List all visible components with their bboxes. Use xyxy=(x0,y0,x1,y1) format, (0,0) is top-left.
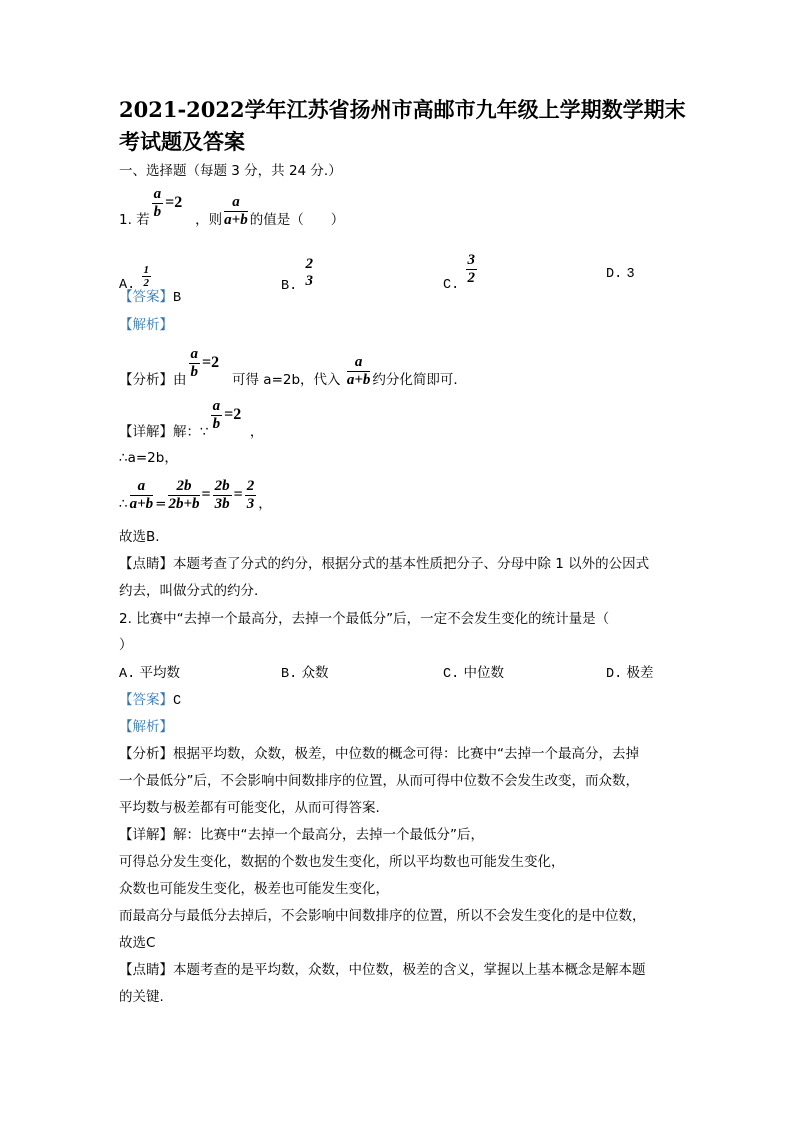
detail-2-line-4: 而最高分与最低分去掉后，不会影响中间数排序的位置，所以不会发生变化的是中位数， xyxy=(119,908,646,924)
title-line-1: 2021-2022学年江苏省扬州市高邮市九年级上学期数学期末 xyxy=(119,97,686,122)
detail-2-line-3: 众数也可能发生变化，极差也可能发生变化， xyxy=(119,881,389,897)
option-a: A. 平均数 xyxy=(119,665,180,682)
answer-1: 【答案】B xyxy=(119,289,182,306)
question-1-options xyxy=(119,238,679,294)
step-2: ∴ $\frac{a}{a+b}$ = $\frac{2b}{2b+b}$ = $\frac{2b}{3b}$ = $\frac{2}{3}$ ， xyxy=(119,478,272,512)
detail-2-line-5: 故选C xyxy=(119,935,156,951)
detail-1: 【详解】解：∵ $\frac{a}{b}$ =2 ， xyxy=(119,398,264,440)
detail-2-line-2: 可得总分发生变化，数据的个数也发生变化，所以平均数也可能发生变化， xyxy=(119,854,565,870)
detail-2-line-1: 【详解】解：比赛中“去掉一个最高分，去掉一个最低分”后， xyxy=(119,827,484,843)
fraction: $\frac{a}{a+b}$ xyxy=(224,194,248,228)
fenxi-2-line-2: 一个最低分”后，不会影响中间数排序的位置，从而可得中位数不会发生改变，而众数， xyxy=(119,773,639,789)
option-c: C. 中位数 xyxy=(443,665,504,682)
comment-2-line-1: 【点睛】本题考查的是平均数，众数，中位数，极差的含义，掌握以上基本概念是解本题 xyxy=(119,962,646,978)
step-1: ∴a=2b， xyxy=(119,450,178,466)
option-d: D. 极差 xyxy=(606,665,654,682)
option-b: B. 2 3 xyxy=(281,256,313,294)
question-2-options xyxy=(119,664,679,684)
question-1-stem: 1. 若 $\frac{a}{b}$ =2 ，则 $\frac{a}{a+b}$ 的值是（ ） xyxy=(119,186,345,228)
option-b: B. 众数 xyxy=(281,665,329,682)
fenxi-1: 【分析】由 $\frac{a}{b}$ =2 可得 a=2b，代入 $\frac{a}{a+b}$ 约分化简即可. xyxy=(119,346,458,388)
option-c: C. $\frac{3}{2}$ xyxy=(443,252,475,293)
title-line-2: 考试题及答案 xyxy=(119,129,245,154)
conclusion-1: 故选B. xyxy=(119,529,160,545)
question-2-stem-line-2: ） xyxy=(119,637,133,653)
comment-1-line-2: 约去，叫做分式的约分. xyxy=(119,583,259,599)
answer-2: 【答案】C xyxy=(119,692,182,709)
section-heading: 一、选择题（每题 3 分，共 24 分.） xyxy=(119,163,342,179)
fraction: $\frac{a}{b}$ xyxy=(153,186,162,220)
comment-2-line-2: 的关键. xyxy=(119,989,164,1005)
analysis-heading-2: 【解析】 xyxy=(119,719,173,735)
analysis-heading-1: 【解析】 xyxy=(119,317,173,333)
fenxi-2-line-3: 平均数与极差都有可能变化，从而可得答案. xyxy=(119,800,380,816)
option-d: D. 3 xyxy=(606,267,635,282)
question-2-stem-line-1: 2. 比赛中“去掉一个最高分，去掉一个最低分”后，一定不会发生变化的统计量是（ xyxy=(119,611,610,627)
comment-1-line-1: 【点睛】本题考查了分式的约分，根据分式的基本性质把分子、分母中除 1 以外的公因式 xyxy=(119,556,650,572)
fenxi-2-line-1: 【分析】根据平均数，众数，极差，中位数的概念可得：比赛中“去掉一个最高分，去掉 xyxy=(119,746,639,762)
option-a: A. $\frac{1}{2}$ xyxy=(119,264,149,293)
